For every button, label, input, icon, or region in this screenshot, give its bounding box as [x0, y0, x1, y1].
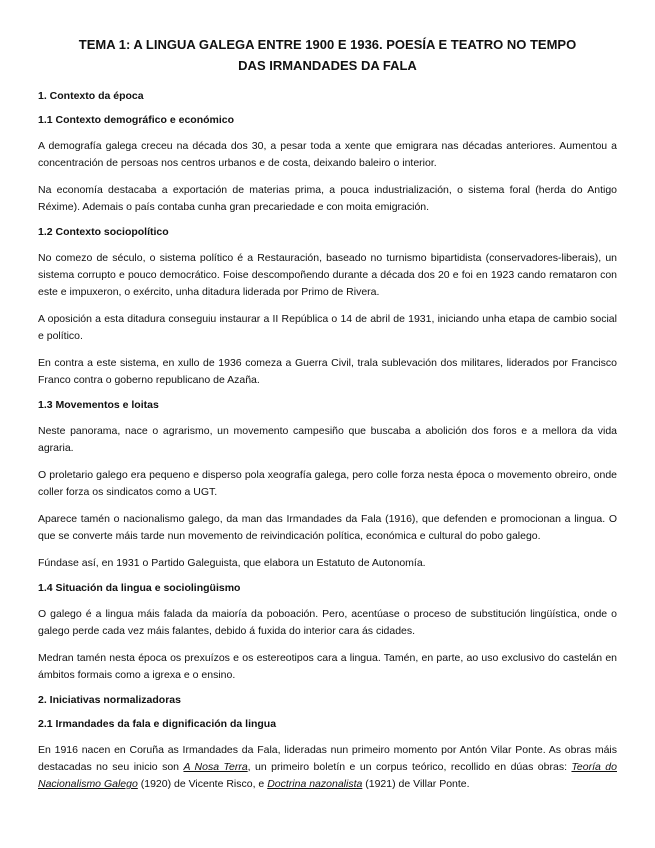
text-run: (1921) de Villar Ponte. — [362, 778, 470, 790]
paragraph: Fúndase así, en 1931 o Partido Galeguista, que elabora un Estatuto de Autonomía. — [38, 557, 426, 569]
paragraph: O proletario galego era pequeno e disperso pola xeografía galega, pero colle forza nesta época o movemento obreiro, onde coller forza os sindicatos como a UGT. — [38, 469, 617, 498]
subsection-heading-language-situation: 1.4 Situación da lingua e sociolingüismo — [38, 582, 241, 594]
section-heading-context: 1. Contexto da época — [38, 90, 144, 102]
paragraph: Medran tamén nesta época os prexuízos e os estereotipos cara a lingua. Tamén, en parte, ao uso exclusivo do castelán en ámbitos formais como a igrexa e o ensino. — [38, 652, 617, 681]
paragraph: A demografía galega creceu na década dos 30, a pesar toda a xente que emigrara nas décadas anteriores. Aumentou a concentración de persoas nos centros urbanos e de costa, deixando baleiro o interior. — [38, 140, 617, 169]
paragraph: En contra a este sistema, en xullo de 1936 comeza a Guerra Civil, trala sublevación dos militares, liderados por Francisco Franco contra o goberno republicano de Azaña. — [38, 357, 617, 386]
document-title: TEMA 1: A LINGUA GALEGA ENTRE 1900 E 1936. POESÍA E TEATRO NO TEMPO DAS IRMANDADES DA FALA — [78, 37, 577, 73]
text-run: , un primeiro boletín e un corpus teórico, recollido en dúas obras: — [247, 761, 572, 773]
work-title-a-nosa-terra: A Nosa Terra — [183, 761, 248, 773]
paragraph-irmandades — [38, 742, 617, 793]
paragraph: O galego é a lingua máis falada da maioría da poboación. Pero, acentúase o proceso de substitución lingüística, onde o galego perde cada vez máis falantes, debido á fuxida do interior cara ás cidades. — [38, 608, 617, 637]
subsection-heading-movements: 1.3 Movementos e loitas — [38, 399, 159, 411]
paragraph: Aparece tamén o nacionalismo galego, da man das Irmandades da Fala (1916), que defenden e promocionan a lingua. O que se converte máis tarde nun movemento de reivindicación política, económica e cultural do pobo galego. — [38, 513, 617, 542]
subsection-heading-sociopolitical: 1.2 Contexto sociopolítico — [38, 226, 169, 238]
text-run: En 1916 nacen en Coruña as Irmandades da Fala, lideradas nun primeiro momento por Antón Vilar Ponte. As obras máis destacadas no seu inicio son — [38, 744, 617, 773]
paragraph: Neste panorama, nace o agrarismo, un movemento campesiño que buscaba a abolición dos foros e a mellora da vida agraria. — [38, 425, 617, 454]
subsection-heading-irmandades: 2.1 Irmandades da fala e dignificación da lingua — [38, 718, 277, 730]
work-title-doctrina-nazonalista: Doctrina nazonalista — [267, 778, 363, 790]
work-title-teoria-nacionalismo: Teoría do Nacionalismo Galego — [38, 761, 617, 790]
subsection-heading-demographic: 1.1 Contexto demográfico e económico — [38, 114, 235, 126]
section-heading-initiatives: 2. Iniciativas normalizadoras — [38, 694, 181, 706]
paragraph: A oposición a esta ditadura conseguiu instaurar a II República o 14 de abril de 1931, iniciando unha etapa de cambio social e político. — [38, 313, 617, 342]
paragraph: No comezo de século, o sistema político é a Restauración, baseado no turnismo bipartidista (conservadores-liberais), un sistema corrupto e pouco democrático. Foise descompoñendo durante a década dos 20 e foi en 1923 cando remataron con este e impuxeron, o exército, unha ditadura liderada por Primo de Rivera. — [38, 252, 617, 298]
text-run: (1920) de Vicente Risco, e — [137, 778, 268, 790]
paragraph: Na economía destacaba a exportación de materias prima, a pouca industrialización, o sistema foral (herda do Antigo Réxime). Ademais o país contaba cunha gran precariedade e con moita emigración. — [38, 184, 617, 213]
